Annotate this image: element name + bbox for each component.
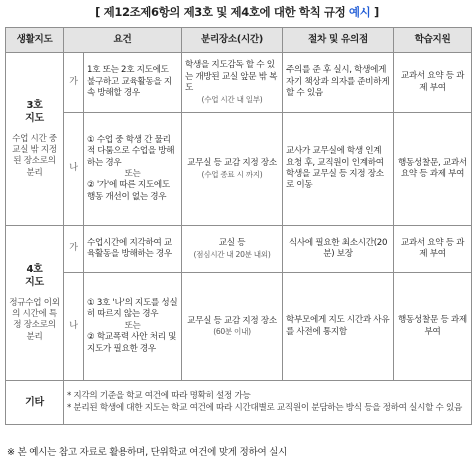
guidance-table xyxy=(5,27,472,425)
sec4-ga-requirement: 수업시간에 지각하여 교육활동을 방해하는 경우 xyxy=(84,226,182,273)
sec3-ga-place-text: 학생을 지도감독 할 수 있는 개방된 교실 앞문 밖 복도 xyxy=(185,60,278,94)
etc-notes xyxy=(64,381,472,425)
sec3-na-procedure: 교사가 교무실에 학생 인계 요청 후, 교직원이 인계하여 학생을 교무실 등 지정 장소로 이동 xyxy=(283,113,394,226)
sec4-category xyxy=(6,226,64,381)
sec3-ga-place-sub: (수업 시간 내 일부) xyxy=(201,94,263,104)
sec4-na-label: 나 xyxy=(64,273,84,381)
table-row xyxy=(6,113,472,226)
sec4-description: 정규수업 이외의 시간에 특정 장소로의 분리 xyxy=(9,297,60,342)
sec4-ga-place-sub: (점심시간 내 20분 내외) xyxy=(193,249,271,259)
sec4-na-or: 또는 xyxy=(124,320,141,331)
sec3-na-support: 행동성찰문, 교과서 요약 등 과제 부여 xyxy=(394,113,472,226)
title-prefix: [ 제12조제6항의 제3호 및 제4호에 대한 학칙 규정 xyxy=(95,5,349,19)
sec3-ga-place xyxy=(182,53,283,113)
sec3-description: 수업 시간 중 교실 밖 지정된 장소로의 분리 xyxy=(12,133,57,178)
header-procedure: 절차 및 유의점 xyxy=(283,28,394,53)
table-row xyxy=(6,273,472,381)
title-suffix: ] xyxy=(370,5,379,19)
sec3-category xyxy=(6,53,64,226)
sec4-ga-place xyxy=(182,226,283,273)
sec4-na-place-sub: (60분 이내) xyxy=(213,327,251,337)
footnote: ※ 본 예시는 참고 자료로 활용하며, 단위학교 여건에 맞게 정하여 실시 xyxy=(7,447,288,458)
sec3-ga-requirement: 1호 또는 2호 지도에도 불구하고 교육활동을 지속 방해할 경우 xyxy=(84,53,182,113)
title-highlight: 예시 xyxy=(348,5,371,19)
sec4-ga-label: 가 xyxy=(64,226,84,273)
sec3-title-line1: 3호 xyxy=(26,100,43,112)
sec4-na-support: 행동성찰문 등 과제 부여 xyxy=(394,273,472,381)
sec3-na-req1: ① 수업 중 학생 간 물리적 다툼으로 수업을 방해하는 경우 xyxy=(87,134,175,168)
sec3-ga-support: 교과서 요약 등 과제 부여 xyxy=(394,53,472,113)
sec4-ga-support: 교과서 요약 등 과제 부여 xyxy=(394,226,472,273)
header-support: 학습지원 xyxy=(394,28,472,53)
sec4-na-place-text: 교무실 등 교감 지정 장소 xyxy=(187,315,277,326)
document-title xyxy=(0,4,474,20)
etc-note-1: * 지각의 기준을 학교 여건에 따라 명확히 설정 가능 xyxy=(67,390,251,401)
sec3-na-place-sub: (수업 종료 시 까지) xyxy=(201,169,263,179)
sec4-title-line1: 4호 xyxy=(26,264,43,276)
header-requirement: 요건 xyxy=(64,28,182,53)
sec3-na-place xyxy=(182,113,283,226)
header-place: 분리장소(시간) xyxy=(182,28,283,53)
sec3-na-requirement xyxy=(84,113,182,226)
sec4-na-place xyxy=(182,273,283,381)
sec3-ga-label: 가 xyxy=(64,53,84,113)
sec4-title-line2: 지도 xyxy=(25,277,44,289)
table-row xyxy=(6,53,472,113)
header-row xyxy=(6,28,472,53)
sec3-na-req2: ② '가'에 따른 지도에도 행동 개선이 없는 경우 xyxy=(87,180,170,202)
sec3-ga-procedure: 주의를 준 후 실시, 학생에게 자기 책상과 의자를 준비하게 할 수 있음 xyxy=(283,53,394,113)
sec3-title-line2: 지도 xyxy=(25,113,44,125)
table-row xyxy=(6,226,472,273)
header-guidance: 생활지도 xyxy=(6,28,64,53)
table-row xyxy=(6,381,472,425)
sec4-ga-place-text: 교실 등 xyxy=(218,238,246,249)
etc-note-2: * 분리된 학생에 대한 지도는 학교 여건에 따라 시간대별로 교직원이 분담하는 방식 등을 정하여 실시할 수 있음 xyxy=(67,403,462,413)
sec3-na-place-text: 교무실 등 교감 지정 장소 xyxy=(187,158,277,169)
sec4-ga-procedure: 식사에 필요한 최소시간(20분) 보장 xyxy=(283,226,394,273)
sec3-na-label: 나 xyxy=(64,113,84,226)
sec4-na-req2: ② 학교폭력 사안 처리 및 지도가 필요한 경우 xyxy=(87,332,177,354)
sec4-na-procedure: 학부모에게 지도 시간과 사유를 사전에 통지함 xyxy=(283,273,394,381)
sec4-na-requirement xyxy=(84,273,182,381)
sec4-na-req1: ① 3호 '나'의 지도를 성실히 따르지 않는 경우 xyxy=(87,298,178,320)
sec3-na-or: 또는 xyxy=(124,169,141,179)
etc-label: 기타 xyxy=(6,381,64,425)
